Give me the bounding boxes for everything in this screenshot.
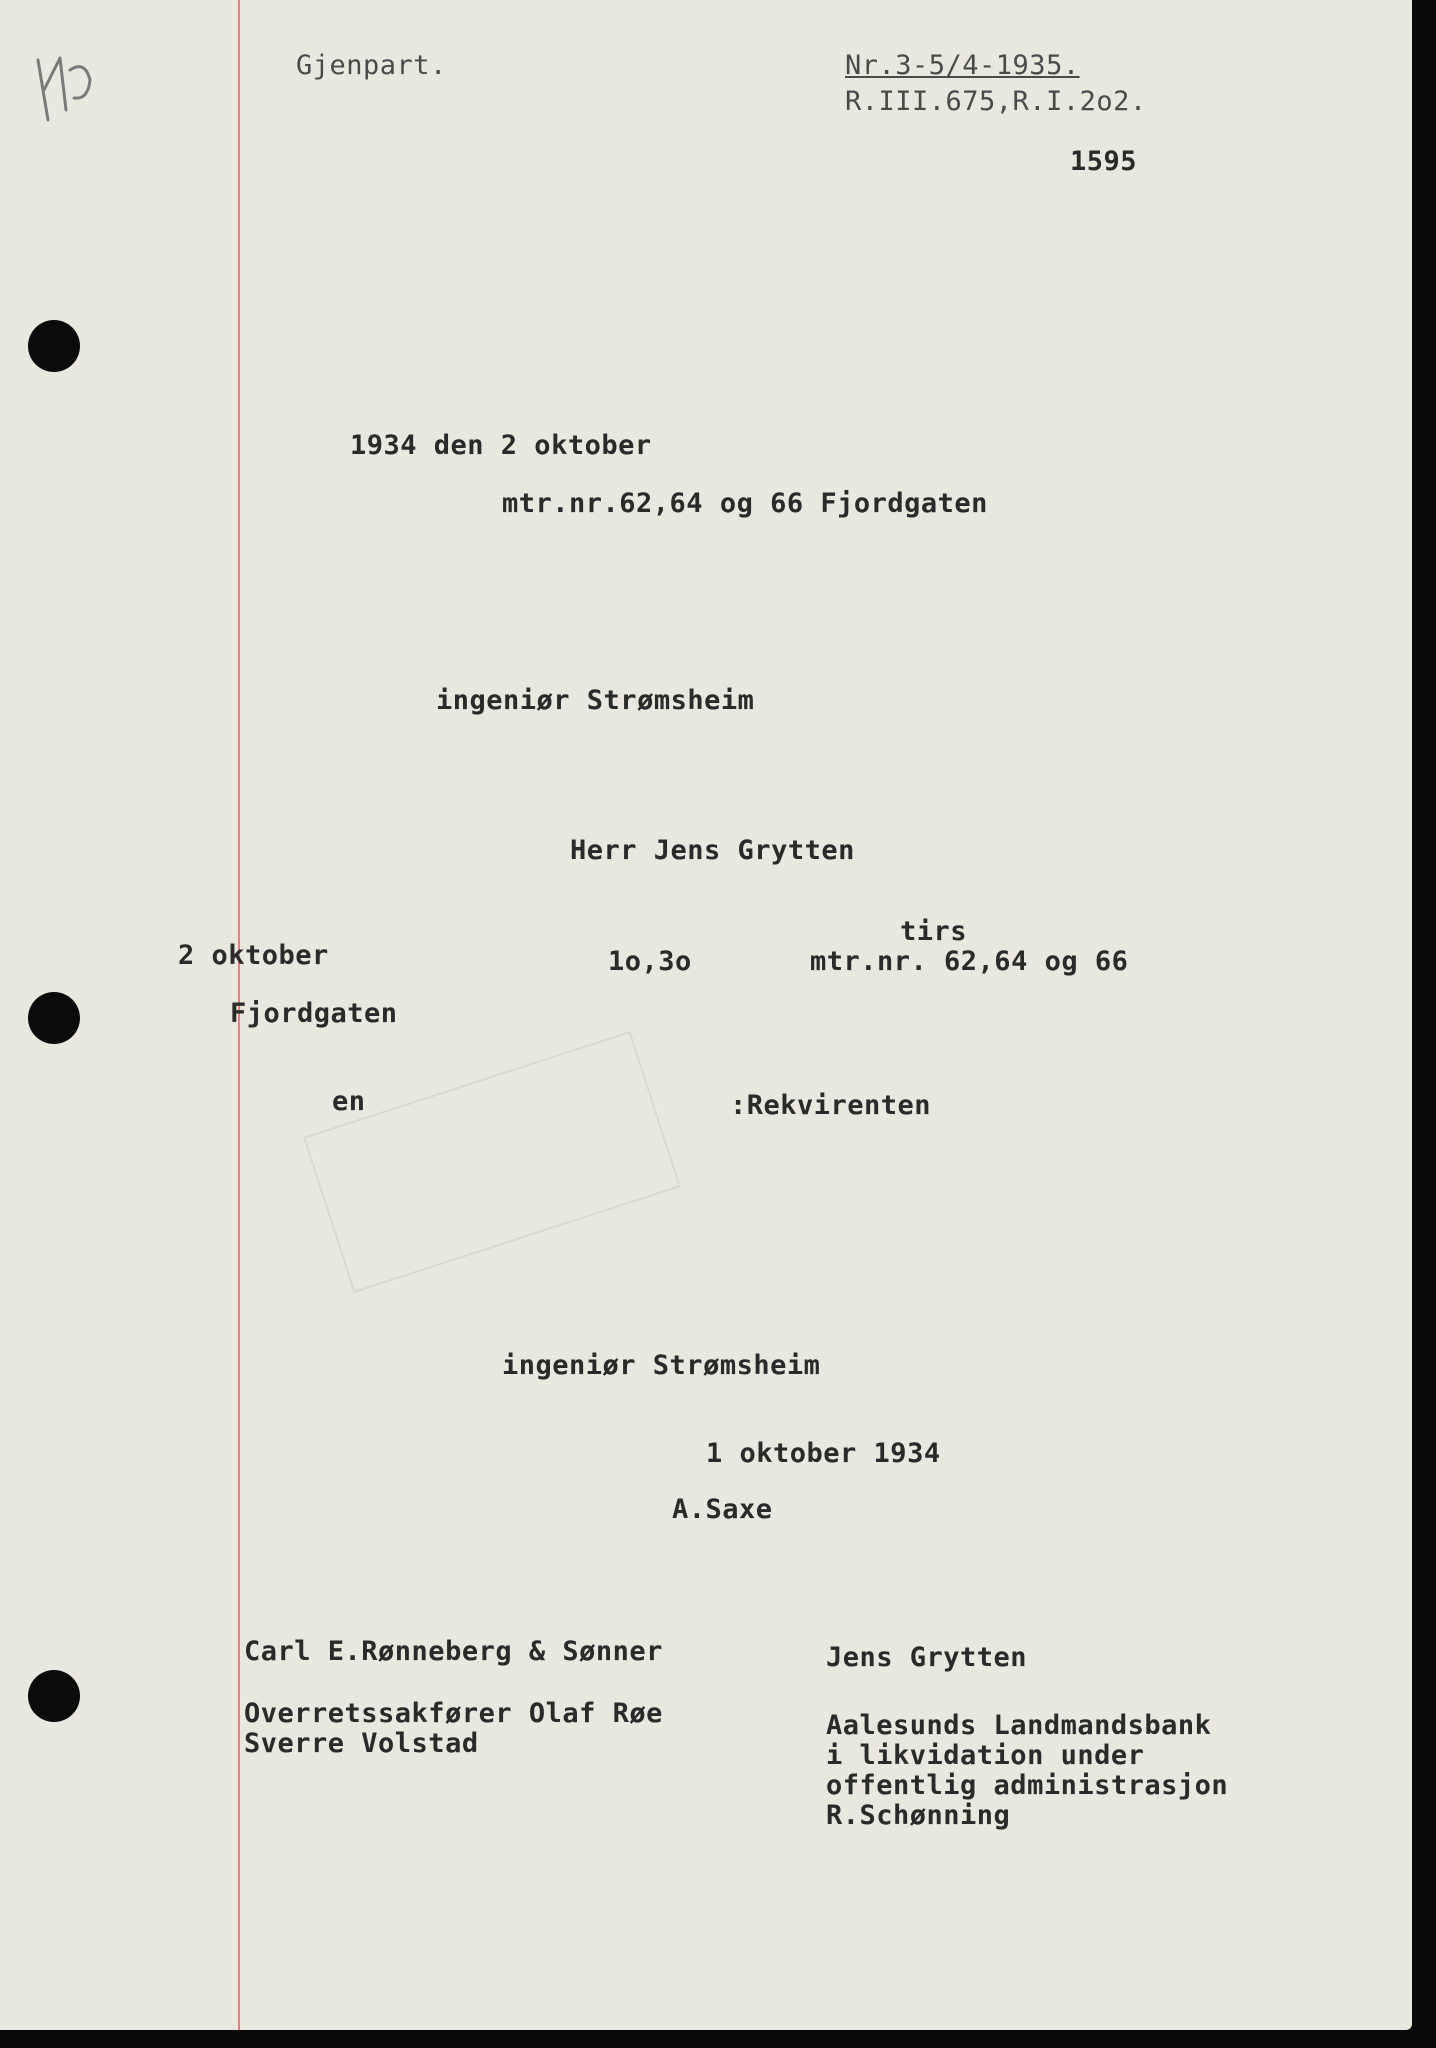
meeting-time: 1o,3o: [608, 946, 692, 977]
meeting-property: mtr.nr. 62,64 og 66: [810, 946, 1129, 977]
signed-date: 1 oktober 1934: [706, 1438, 941, 1469]
party-left-line2: Overretssakfører Olaf Røe: [244, 1698, 663, 1729]
weekday-note: tirs: [900, 916, 968, 947]
date-line: 1934 den 2 oktober: [350, 430, 652, 461]
property-line: mtr.nr.62,64 og 66 Fjordgaten: [502, 488, 988, 519]
faded-stamp-outline: [303, 1031, 681, 1293]
engineer-signature-line: ingeniør Strømsheim: [502, 1350, 821, 1381]
handwritten-initials-icon: [30, 40, 100, 130]
page-number: 1595: [1070, 146, 1138, 177]
party-right-line5: R.Schønning: [826, 1800, 1011, 1831]
party-right-line4: offentlig administrasjon: [826, 1770, 1229, 1801]
punch-hole-middle: [28, 992, 80, 1044]
punch-hole-bottom: [28, 1670, 80, 1722]
party-right-line2: Aalesunds Landmandsbank: [826, 1710, 1212, 1741]
register-reference: R.III.675,R.I.2o2.: [845, 86, 1147, 117]
requester-label: :Rekvirenten: [730, 1090, 932, 1121]
engineer-line: ingeniør Strømsheim: [436, 685, 755, 716]
addressee-line: Herr Jens Grytten: [570, 835, 855, 866]
meeting-street: Fjordgaten: [230, 998, 398, 1029]
document-number: Nr.3-5/4-1935.: [845, 50, 1080, 81]
en-word: en: [332, 1086, 366, 1117]
party-right-line1: Jens Grytten: [826, 1642, 1028, 1673]
party-left-line3: Sverre Volstad: [244, 1728, 479, 1759]
party-right-line3: i likvidation under: [826, 1740, 1145, 1771]
punch-hole-top: [28, 320, 80, 372]
copy-label: Gjenpart.: [296, 50, 447, 81]
meeting-date: 2 oktober: [178, 940, 329, 971]
party-left-line1: Carl E.Rønneberg & Sønner: [244, 1636, 663, 1667]
signer-name: A.Saxe: [672, 1494, 773, 1525]
